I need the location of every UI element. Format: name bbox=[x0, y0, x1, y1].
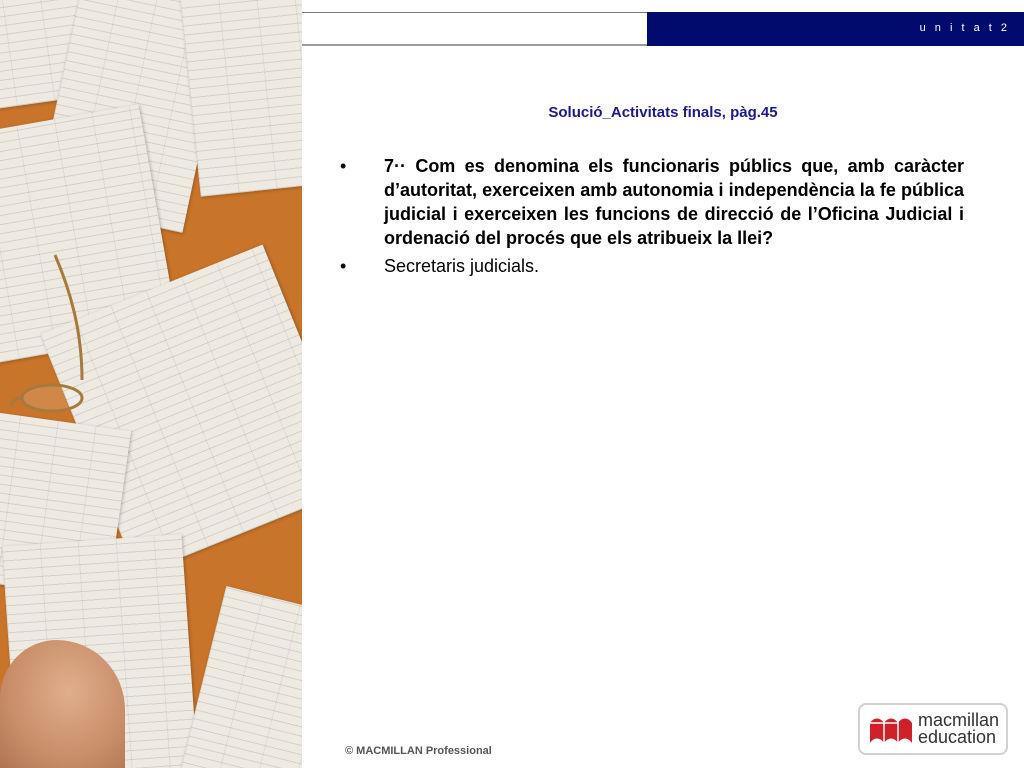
slide-content bbox=[340, 154, 964, 278]
glasses-icon bbox=[10, 250, 120, 420]
bullet-marker: • bbox=[340, 156, 347, 176]
paper-sheet bbox=[178, 586, 302, 768]
copyright-text: © MACMILLAN Professional bbox=[345, 745, 492, 757]
decorative-photo-panel bbox=[0, 0, 302, 768]
paper-sheet bbox=[180, 0, 302, 197]
logo-line2: education bbox=[918, 727, 997, 747]
answer-text: Secretaris judicials. bbox=[384, 256, 540, 276]
bullet-item-answer bbox=[340, 254, 964, 278]
macmillan-wave-logo-icon bbox=[868, 709, 914, 749]
header-line bbox=[302, 12, 647, 13]
bullet-marker: • bbox=[340, 256, 347, 276]
logo-line1: macmillan bbox=[918, 710, 1000, 730]
question-text: 7·· Com es denomina els funcionaris públics que, amb caràcter d’autoritat, exerceixen amb autonomia i independència la fe pública judicial i exerceixen les funcions de direcció de l’Oficina Judicial i ordenació del procés que els atribueix la llei? bbox=[384, 156, 964, 248]
unit-label: u n i t a t 2 bbox=[919, 22, 1010, 34]
slide-title: Solució_Activitats finals, pàg.45 bbox=[548, 104, 778, 121]
header-line bbox=[302, 44, 647, 46]
header-bar bbox=[647, 12, 1024, 46]
logo-wordmark bbox=[918, 712, 999, 746]
bullet-item-question bbox=[340, 154, 964, 250]
macmillan-logo bbox=[858, 703, 1008, 755]
